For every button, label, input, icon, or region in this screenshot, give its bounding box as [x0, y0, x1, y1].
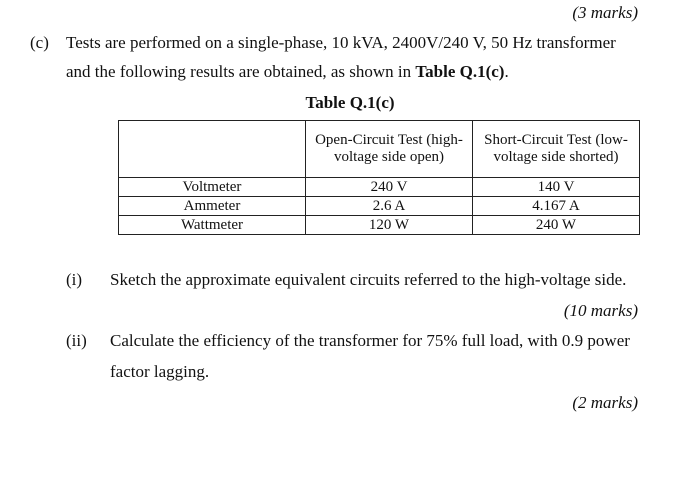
table-header-row	[119, 121, 640, 178]
part-i-marks: (10 marks)	[563, 301, 638, 320]
short-circuit-value: 4.167 A	[473, 197, 640, 216]
row-label: Voltmeter	[119, 178, 306, 197]
table-header-short-circuit: Short-Circuit Test (low-voltage side shorted)	[473, 121, 640, 178]
previous-part-marks: (3 marks)	[572, 3, 638, 22]
question-text-line2-prefix: and the following results are obtained, as shown in	[66, 62, 416, 81]
table-row	[119, 178, 640, 197]
table-row	[119, 197, 640, 216]
table-caption: Table Q.1(c)	[305, 93, 395, 112]
question-text-line2-suffix: .	[504, 62, 509, 81]
question-text-line1: Tests are performed on a single-phase, 10 kVA, 2400V/240 V, 50 Hz transformer	[66, 33, 616, 52]
short-circuit-value: 140 V	[473, 178, 640, 197]
question-text-line2	[66, 62, 509, 82]
table-header-open-circuit: Open-Circuit Test (high-voltage side open)	[306, 121, 473, 178]
test-results-table	[118, 120, 640, 235]
part-i-text: Sketch the approximate equivalent circuits referred to the high-voltage side.	[110, 270, 627, 289]
open-circuit-value: 120 W	[306, 216, 473, 235]
part-i-label: (i)	[66, 270, 83, 289]
open-circuit-value: 240 V	[306, 178, 473, 197]
question-label: (c)	[30, 33, 49, 52]
part-ii-label: (ii)	[66, 331, 87, 350]
table-reference: Table Q.1(c)	[415, 62, 505, 81]
table-header-empty	[119, 121, 306, 178]
open-circuit-value: 2.6 A	[306, 197, 473, 216]
part-ii-marks: (2 marks)	[572, 393, 638, 412]
part-ii-text-line2: factor lagging.	[110, 362, 210, 381]
part-ii-text-line1: Calculate the efficiency of the transformer for 75% full load, with 0.9 power	[110, 331, 630, 350]
row-label: Ammeter	[119, 197, 306, 216]
row-label: Wattmeter	[119, 216, 306, 235]
short-circuit-value: 240 W	[473, 216, 640, 235]
table-row	[119, 216, 640, 235]
